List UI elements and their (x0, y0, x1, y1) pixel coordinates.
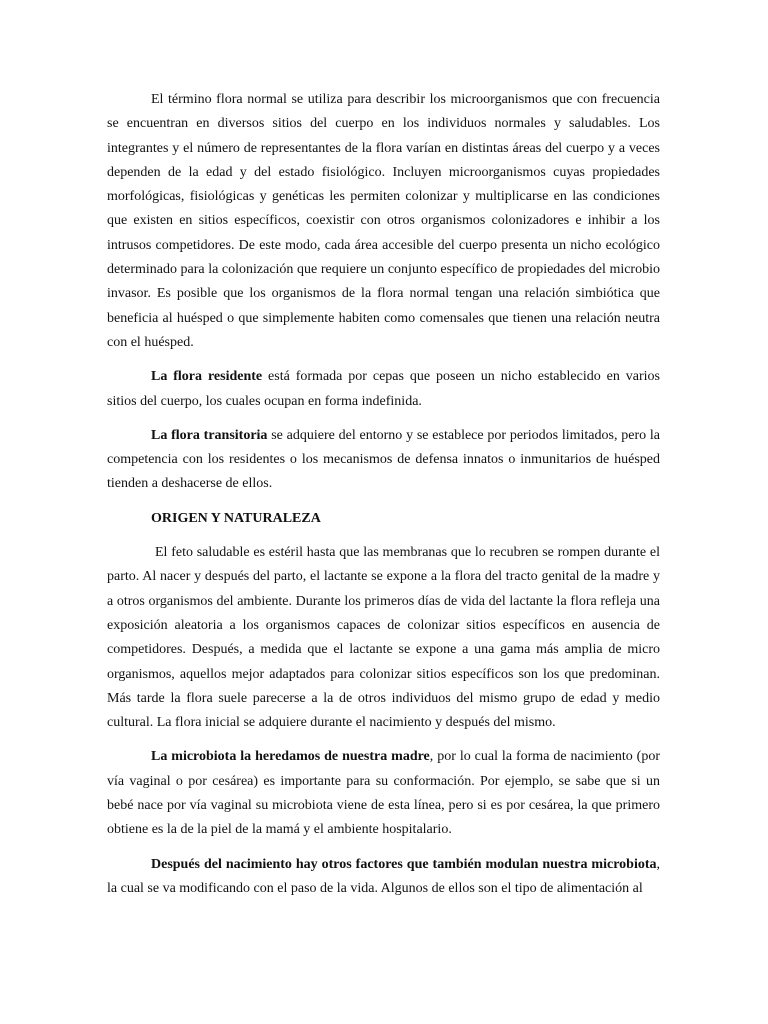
section-heading-origen: ORIGEN Y NATURALEZA (151, 510, 321, 526)
paragraph-flora-residente-text: está formada por cepas que poseen un nicho establecido en varios sitios del cuerpo, los cuales ocupan en forma indefinida. (107, 369, 660, 409)
term-microbiota-madre: La microbiota la heredamos de nuestra madre (151, 749, 430, 765)
paragraph-flora-transitoria (107, 424, 660, 497)
paragraph-microbiota-madre (107, 745, 660, 842)
term-flora-residente: La flora residente (151, 369, 263, 385)
paragraph-flora-residente (107, 365, 660, 414)
document-page (107, 88, 660, 911)
term-flora-transitoria: La flora transitoria (151, 427, 268, 443)
paragraph-flora-transitoria-text: se adquiere del entorno y se establece por periodos limitados, pero la competencia con los residentes o los mecanismos de defensa innatos o inmunitarios de huésped tienden a deshacerse de ellos. (107, 427, 660, 492)
paragraph-despues-nacimiento-text: , la cual se va modificando con el paso de la vida. Algunos de ellos son el tipo de alimentación al (107, 856, 660, 896)
paragraph-flora-normal: El término flora normal se utiliza para describir los microorganismos que con frecuencia se encuentran en diversos sitios del cuerpo en los individuos normales y saludables. Los integrantes y el número de representantes de la flora varían en distintas áreas del cuerpo y a veces dependen de la edad y del estado fisiológico. Incluyen microorganismos cuyas propiedades morfológicas, fisiológicas y genéticas les permiten colonizar y multiplicarse en las condiciones que existen en sitios específicos, coexistir con otros organismos colonizadores e inhibir a los intrusos competidores. De este modo, cada área accesible del cuerpo presenta un nicho ecológico determinado para la colonización que requiere un conjunto específico de propiedades del microbio invasor. Es posible que los organismos de la flora normal tengan una relación simbiótica que beneficia al huésped o que simplemente habiten como comensales que tienen una relación neutra con el huésped. (107, 92, 660, 350)
paragraph-feto-saludable: El feto saludable es estéril hasta que las membranas que lo recubren se rompen durante el parto. Al nacer y después del parto, el lactante se expone a la flora del tracto genital de la madre y a otros organismos del ambiente. Durante los primeros días de vida del lactante la flora refleja una exposición aleatoria a los organismos capaces de colonizar sitios específicos en ausencia de competidores. Después, a medida que el lactante se expone a una gama más amplia de micro organismos, aquellos mejor adaptados para colonizar sitios específicos son los que predominan. Más tarde la flora suele parecerse a la de otros individuos del mismo grupo de edad y medio cultural. La flora inicial se adquiere durante el nacimiento y después del mismo. (107, 545, 660, 731)
term-despues-nacimiento: Después del nacimiento hay otros factores que también modulan nuestra microbiota (151, 856, 657, 872)
paragraph-microbiota-madre-text: , por lo cual la forma de nacimiento (por vía vaginal o por cesárea) es importante para su conformación. Por ejemplo, se sabe que si un bebé nace por vía vaginal su microbiota viene de esta línea, pero si es por cesárea, la que primero obtiene es la de la piel de la mamá y el ambiente hospitalario. (107, 749, 660, 838)
paragraph-despues-nacimiento (107, 853, 660, 902)
